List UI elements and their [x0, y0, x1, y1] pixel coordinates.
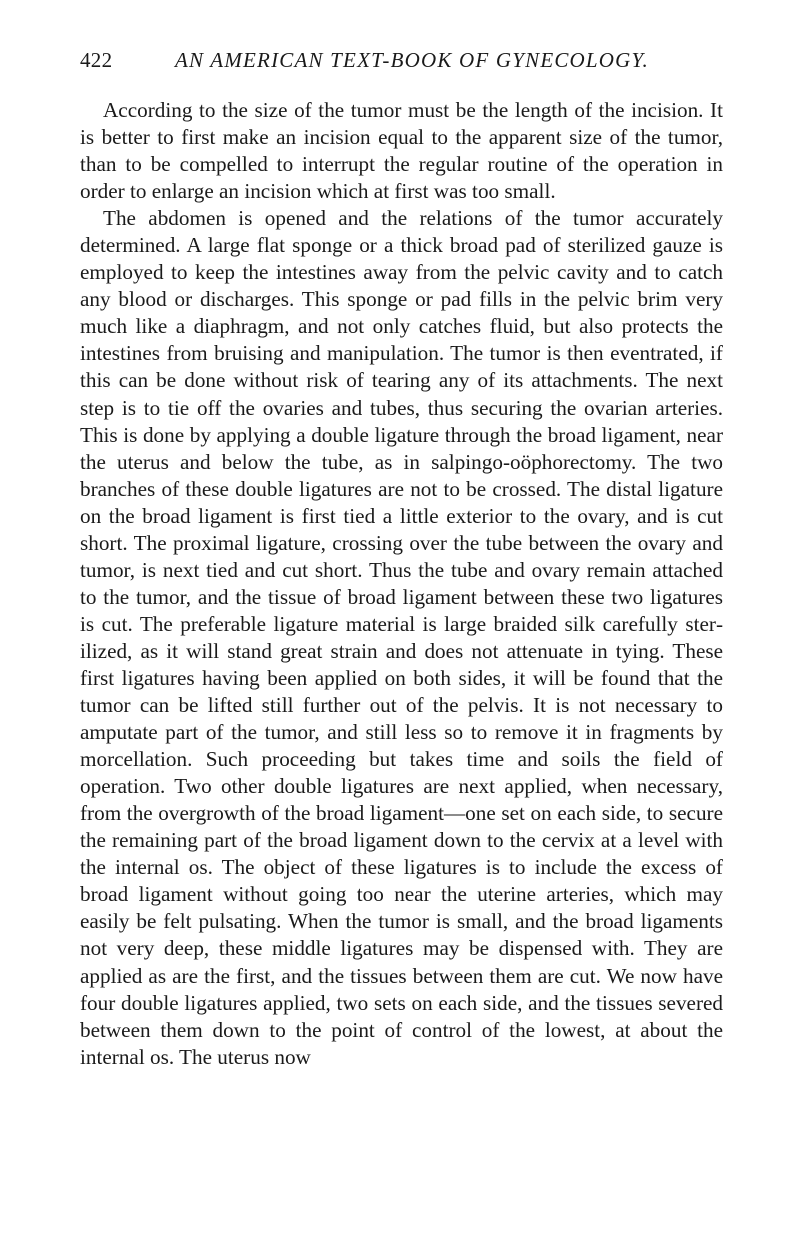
paragraph-tumor-incision: According to the size of the tumor must be the length of the incision. It is better to first make an incision equal to the apparent size of the tumor, than to be compelled to interrupt the regular routine of the operation in order to enlarge an incision which at first was too small.: [80, 98, 723, 204]
paragraph-abdomen-ligatures: The abdomen is opened and the relations of the tumor accurately determined. A large flat sponge or a thick broad pad of sterilized gauze is employed to keep the intestines away from the pelvic cavity and to catch any blood or discharges. This sponge or pad fills in the pelvic brim very much like a diaphragm, and not only catches fluid, but also protects the intestines from bruising and manipulation. The tumor is then eventrated, if this can be done without risk of tearing any of its attachments. The next step is to tie off the ovaries and tubes, thus securing the ovarian arteries. This is done by applying a double ligature through the broad ligament, near the uterus and below the tube, as in salpingo-oöphorectomy. The two branches of these double ligatures are not to be crossed. The distal ligature on the broad ligament is first tied a little exterior to the ovary, and is cut short. The proximal ligature, crossing over the tube between the ovary and tumor, is next tied and cut short. Thus the tube and ovary remain attached to the tumor, and the tissue of broad ligament between these two ligatures is cut. The preferable ligature material is large braided silk carefully sterilized, as it will stand great strain and does not attenuate in tying. These first ligatures having been applied on both sides, it will be found that the tumor can be lifted still further out of the pelvis. It is not necessary to amputate part of the tumor, and still less so to remove it in fragments by morcellation. Such proceeding but takes time and soils the field of operation. Two other double ligatures are next applied, when necessary, from the overgrowth of the broad ligament—one set on each side, to secure the remaining part of the broad ligament down to the cervix at a level with the internal os. The object of these ligatures is to include the excess of broad ligament without going too near the uterine arteries, which may easily be felt pulsating. When the tumor is small, and the broad ligaments not very deep, these middle ligatures may be dispensed with. They are applied as are the first, and the tissues between them are cut. We now have four double ligatures applied, two sets on each side, and the tissues severed between them down to the point of control of the lowest, at about the internal os. The uterus now: [80, 206, 723, 1069]
page-number: 422: [80, 48, 113, 72]
running-title: AN AMERICAN TEXT-BOOK OF GYNECOLOGY.: [175, 48, 649, 72]
body-text: [80, 97, 723, 1071]
running-head: [80, 45, 723, 75]
